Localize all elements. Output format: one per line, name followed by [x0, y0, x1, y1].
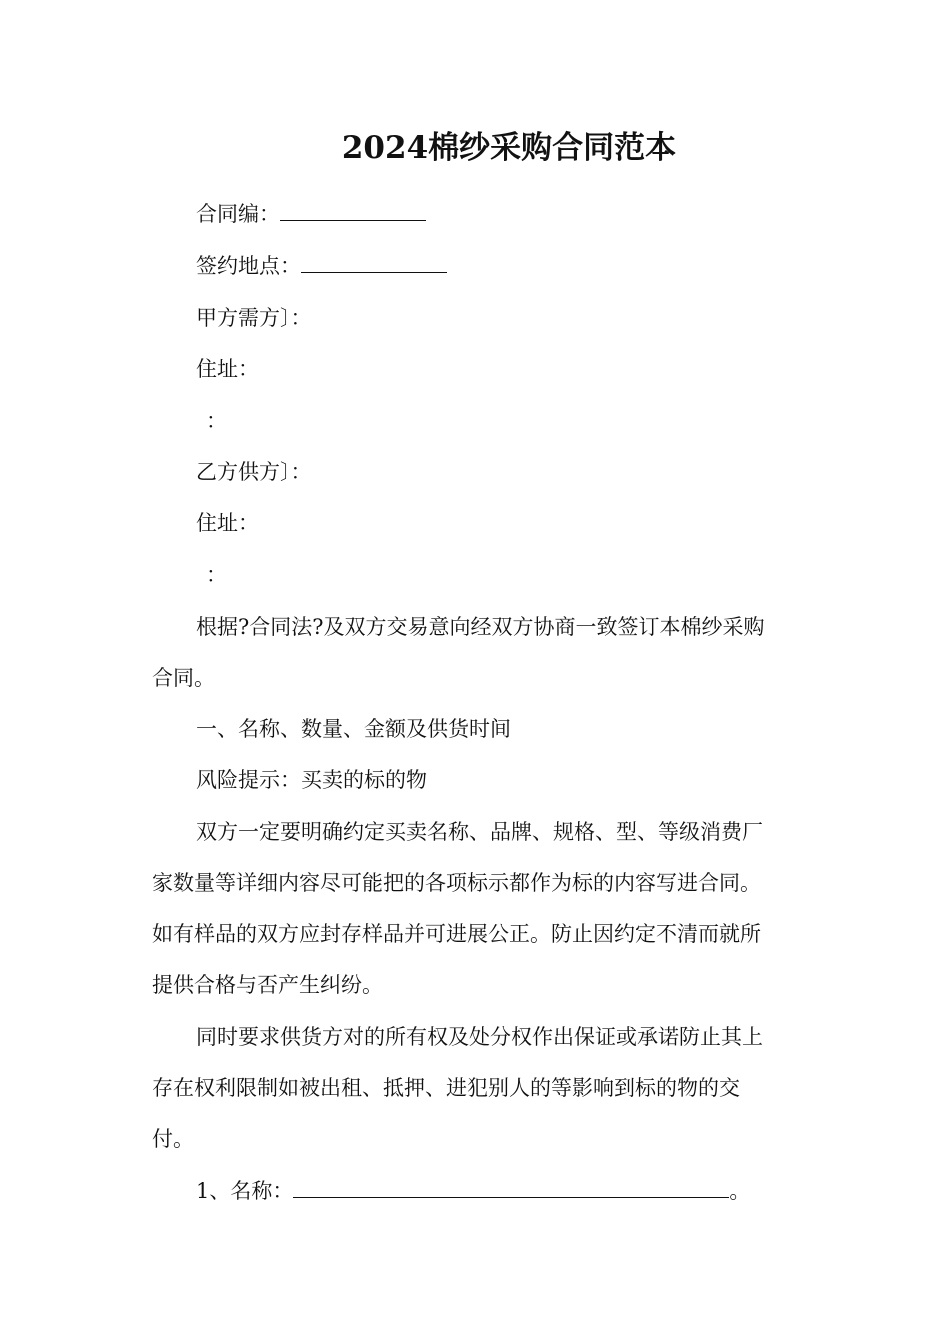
item-1-label: 1、名称： — [196, 1179, 294, 1203]
party-a-address-line: 住址： — [196, 357, 259, 381]
item-1-blank[interactable] — [293, 1178, 729, 1198]
risk-tip: 风险提示：买卖的标的物 — [196, 768, 427, 792]
section-1-heading: 一、名称、数量、金额及供货时间 — [196, 717, 511, 741]
document-title: 2024棉纱采购合同范本 — [341, 130, 677, 166]
contract-number-label: 合同编： — [196, 202, 280, 226]
intro-paragraph-line-2: 合同。 — [152, 666, 215, 690]
sign-place-blank[interactable] — [301, 253, 447, 273]
paragraph-1-line-4: 提供合格与否产生纠纷。 — [152, 973, 383, 997]
sign-place-line — [196, 252, 447, 280]
item-1-suffix: 。 — [729, 1179, 751, 1203]
paragraph-2-line-2: 存在权利限制如被出租、抵押、进犯别人的等影响到标的物的交 — [152, 1076, 740, 1100]
contract-number-blank[interactable] — [280, 201, 426, 221]
item-1-line — [196, 1177, 750, 1205]
intro-paragraph-line-1: 根据?合同法?及双方交易意向经双方协商一致签订本棉纱采购 — [196, 615, 765, 639]
party-b-line: 乙方供方〕： — [196, 460, 312, 484]
party-b-extra-line: ： — [206, 563, 227, 587]
paragraph-1-line-1: 双方一定要明确约定买卖名称、品牌、规格、型、等级消费厂 — [196, 820, 763, 844]
contract-number-line — [196, 200, 426, 228]
paragraph-1-line-3: 如有样品的双方应封存样品并可进展公正。防止因约定不清而就所 — [152, 922, 761, 946]
paragraph-2-line-3: 付。 — [152, 1127, 194, 1151]
party-b-address-line: 住址： — [196, 511, 259, 535]
paragraph-1-line-2: 家数量等详细内容尽可能把的各项标示都作为标的内容写进合同。 — [152, 871, 761, 895]
party-a-extra-line: ： — [206, 409, 227, 433]
party-a-line: 甲方需方〕： — [196, 306, 312, 330]
sign-place-label: 签约地点： — [196, 254, 301, 278]
paragraph-2-line-1: 同时要求供货方对的所有权及处分权作出保证或承诺防止其上 — [196, 1025, 763, 1049]
